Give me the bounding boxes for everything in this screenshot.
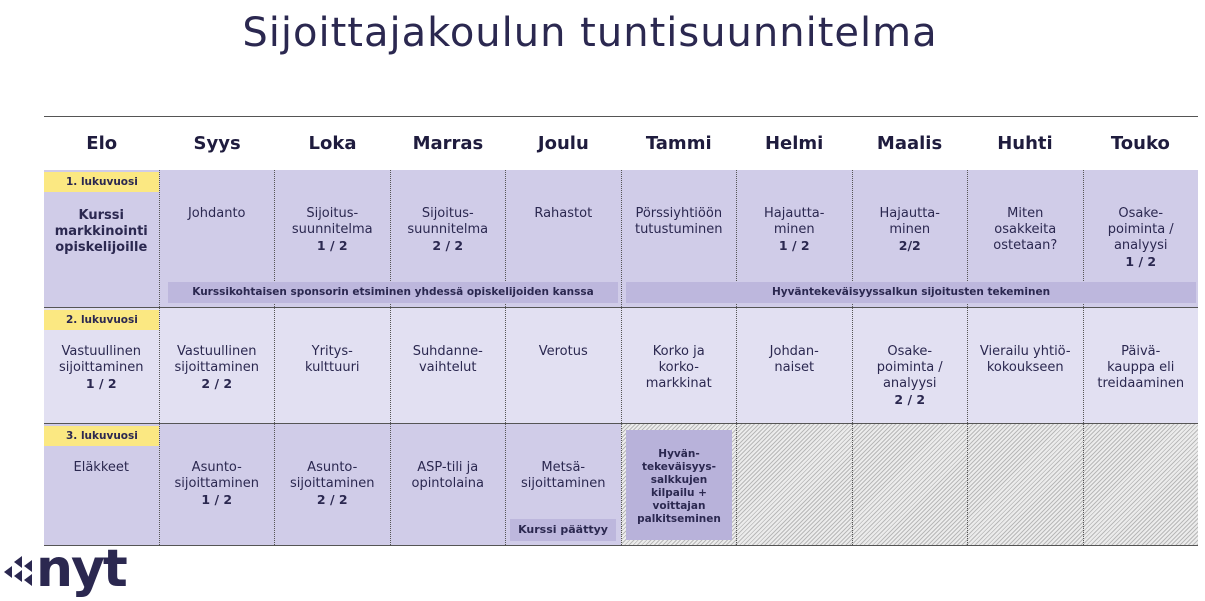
lesson-cell: Metsä- sijoittaminen: [505, 424, 621, 545]
lesson-cell: Eläkkeet: [73, 460, 129, 475]
year-3-label: 3. lukuvuosi: [44, 426, 159, 446]
sponsor-search-bar: Kurssikohtaisen sponsorin etsiminen yhdessä opiskelijoiden kanssa: [168, 282, 618, 303]
lesson-cell: Vastuullinen sijoittaminen 2 / 2: [159, 308, 275, 423]
lesson-cell: Johdan- naiset: [736, 308, 852, 423]
lesson-cell: Verotus: [505, 308, 621, 423]
month-header-row: [44, 116, 1198, 170]
lesson-cell: Vierailu yhtiö- kokoukseen: [967, 308, 1083, 423]
lesson-cell: Kurssi markkinointi opiskelijoille: [54, 208, 148, 255]
charity-competition-box: Hyvän- tekeväisyys- salkkujen kilpailu + voittajan palkitseminen: [626, 430, 732, 540]
nyt-logo: [0, 548, 165, 600]
page-title: Sijoittajakoulun tuntisuunnitelma: [242, 10, 938, 56]
lesson-cell: Hajautta- minen 1 / 2: [736, 170, 852, 307]
month-huhti: Huhti: [997, 133, 1053, 154]
empty-cell: [852, 424, 968, 545]
lesson-cell: Miten osakkeita ostetaan?: [967, 170, 1083, 307]
lesson-cell: Asunto- sijoittaminen 2 / 2: [274, 424, 390, 545]
year-2-row: [44, 308, 1198, 424]
lesson-cell: Johdanto: [159, 170, 275, 307]
lesson-cell: ASP-tili ja opintolaina: [390, 424, 506, 545]
month-elo: Elo: [86, 133, 118, 154]
year-2-label: 2. lukuvuosi: [44, 310, 159, 330]
lesson-cell: Asunto- sijoittaminen 1 / 2: [159, 424, 275, 545]
month-loka: Loka: [308, 133, 357, 154]
month-tammi: Tammi: [645, 133, 712, 154]
lesson-cell: Päivä- kauppa eli treidaaminen: [1083, 308, 1199, 423]
lesson-cell: Osake- poiminta / analyysi 1 / 2: [1083, 170, 1199, 307]
lesson-cell: Sijoitus- suunnitelma 1 / 2: [274, 170, 390, 307]
charity-portfolio-bar: Hyväntekeväisyyssalkun sijoitusten tekeminen: [626, 282, 1196, 303]
empty-cell: [967, 424, 1083, 545]
lesson-cell: Sijoitus- suunnitelma 2 / 2: [390, 170, 506, 307]
month-maalis: Maalis: [876, 133, 943, 154]
lesson-cell: Suhdanne- vaihtelut: [390, 308, 506, 423]
lesson-cell: Rahastot: [505, 170, 621, 307]
lesson-cell: Osake- poiminta / analyysi 2 / 2: [852, 308, 968, 423]
month-touko: Touko: [1110, 133, 1170, 154]
month-joulu: Joulu: [537, 133, 589, 154]
year-1-row: [44, 170, 1198, 308]
empty-cell: [736, 424, 852, 545]
lesson-cell: Vastuullinen sijoittaminen 1 / 2: [59, 344, 144, 391]
month-syys: Syys: [193, 133, 241, 154]
lesson-cell: Pörssiyhtiöön tutustuminen: [621, 170, 737, 307]
month-helmi: Helmi: [764, 133, 824, 154]
lesson-cell: Korko ja korko- markkinat: [621, 308, 737, 423]
year-3-row: [44, 424, 1198, 546]
year-1-label: 1. lukuvuosi: [44, 172, 159, 192]
month-marras: Marras: [412, 133, 484, 154]
logo-text: nyt: [36, 548, 126, 599]
lesson-cell: Hajautta- minen 2/2: [852, 170, 968, 307]
lesson-cell: Yritys- kulttuuri: [274, 308, 390, 423]
course-end-bar: Kurssi päättyy: [510, 519, 616, 541]
empty-cell: [1083, 424, 1199, 545]
